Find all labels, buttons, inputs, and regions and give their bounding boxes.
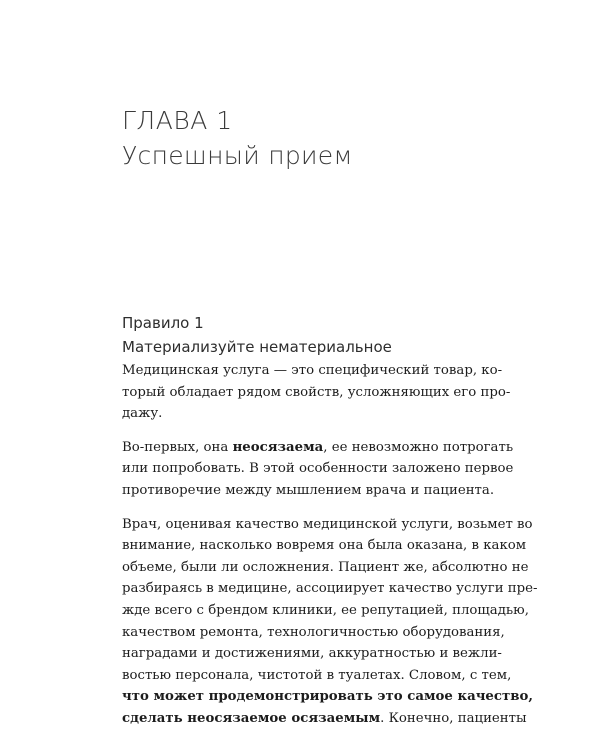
text-run: Во-первых, она [122,439,233,455]
paragraph [122,514,538,730]
rule-heading [122,311,392,359]
bold-text: что может продемонстрировать это самое качество, [122,689,533,705]
text-line [122,382,511,404]
text-run: внимание, насколько вовремя она была оказана, в каком [122,538,527,554]
text-line [122,360,503,382]
text-line [122,600,529,622]
text-line [122,708,527,730]
text-run: дажу. [122,406,163,422]
text-run: или попробовать. В этой особенности заложено первое [122,461,514,477]
text-run: жде всего с брендом клиники, ее репутацией, площадью, [122,602,529,618]
chapter-label: ГЛАВА 1 [122,106,233,135]
text-line [122,437,514,459]
text-run: качеством ремонта, технологичностью оборудования, [122,624,505,640]
paragraph [122,437,514,502]
text-line [122,686,533,708]
text-run: объеме, были ли осложнения. Пациент же, абсолютно не [122,559,529,575]
chapter-title: Успешный прием [122,141,353,170]
text-run: Медицинская услуга — это специфический товар, ко- [122,363,503,378]
text-run: , ее невозможно потрогать [323,439,514,455]
text-line [122,514,533,536]
text-line [122,480,495,502]
text-line [122,665,512,687]
text-line [122,643,502,665]
text-line [122,557,529,579]
text-run: Врач, оценивая качество медицинской услуги, возьмет во [122,516,533,532]
text-run: . Конечно, пациенты [380,710,527,726]
body-text [122,360,538,742]
text-line [122,578,538,600]
text-run: торый обладает рядом свойств, усложняющих его про- [122,384,511,400]
bold-text: сделать неосязаемое осязаемым [122,710,381,726]
text-line [122,535,527,557]
text-run: наградами и достижениями, аккуратностью и вежли- [122,646,502,662]
rule-label: Правило 1 [122,314,204,332]
rule-title: Материализуйте нематериальное [122,338,392,356]
text-line [122,403,482,425]
paragraph [122,360,511,425]
text-run: востью персонала, чистотой в туалетах. Словом, с тем, [122,667,512,683]
text-run: разбираясь в медицине, ассоциирует качество услуги пре- [122,581,538,597]
text-line [122,458,514,480]
chapter-heading [122,104,353,174]
text-run: противоречие между мышлением врача и пациента. [122,482,495,498]
bold-text: неосязаема [232,439,324,455]
text-line [122,622,505,644]
